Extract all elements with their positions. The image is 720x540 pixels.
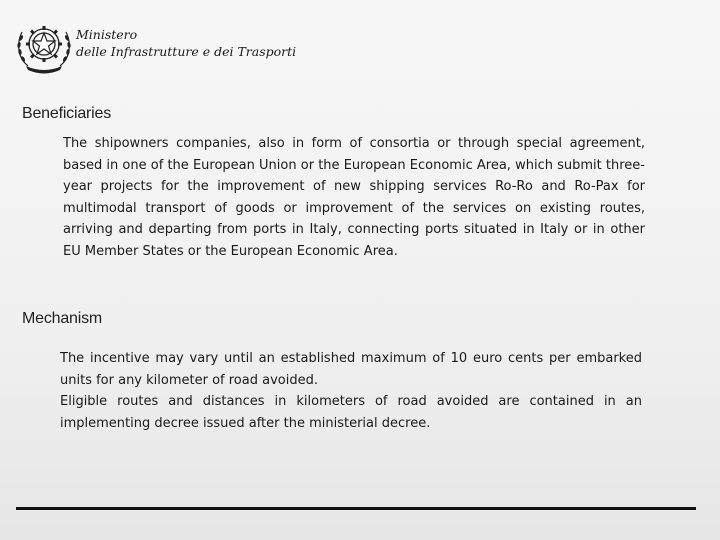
ministry-name-line1: Ministero	[76, 27, 138, 42]
footer-divider	[16, 507, 696, 510]
beneficiaries-paragraph: The shipowners companies, also in form of consortia or through special agreement, based in one of the European Union or the European Economic Area, which submit three-year projects for the improvement of new shipping services Ro-Ro and Ro-Pax for multimodal transport of goods or improvement of the services on existing routes, arriving and departing from ports in Italy, connecting ports situated in Italy or in other EU Member States or the European Economic Area.	[63, 136, 645, 259]
ministry-name-line2: delle Infrastrutture e dei Trasporti	[76, 44, 297, 59]
mechanism-paragraph-2: Eligible routes and distances in kilometers of road avoided are contained in an implementing decree issued after the ministerial decree.	[60, 394, 642, 431]
beneficiaries-heading: Beneficiaries	[22, 105, 112, 122]
mechanism-heading: Mechanism	[22, 310, 103, 327]
mechanism-paragraph-1: The incentive may vary until an established maximum of 10 euro cents per embarked units for any kilometer of road avoided.	[60, 351, 642, 388]
ministry-name	[76, 26, 296, 60]
page-header	[14, 14, 296, 80]
mechanism-body	[60, 348, 642, 434]
italian-republic-emblem-icon	[14, 14, 74, 76]
